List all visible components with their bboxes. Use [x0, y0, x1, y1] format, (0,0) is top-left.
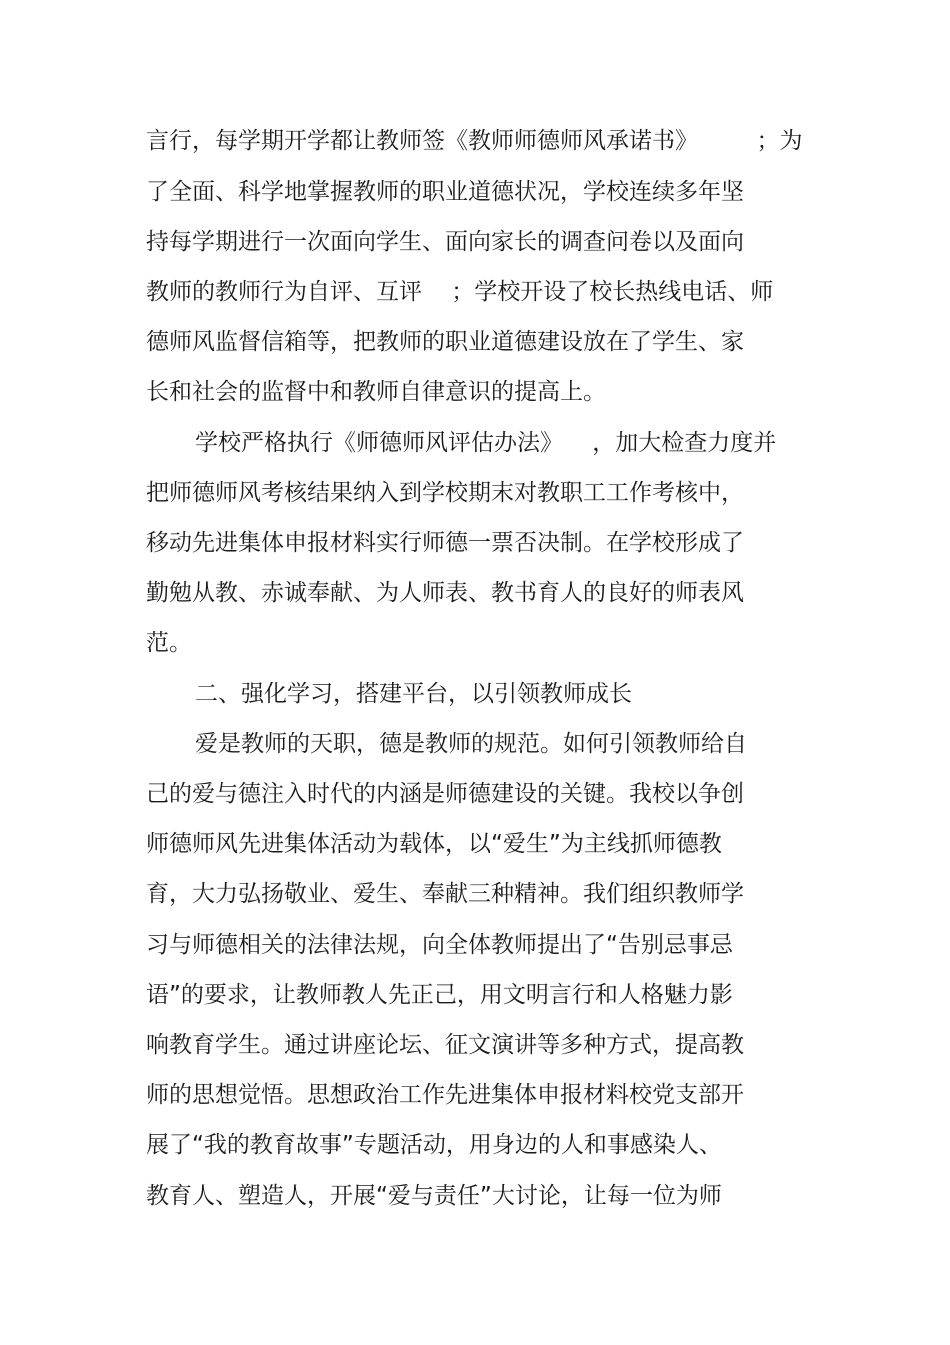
text-line: 持每学期进行一次面向学生、面向家长的调查问卷以及面向: [146, 229, 744, 255]
paragraph-first-line: 学校严格执行《师德师风评估办法》 ，加大检查力度并: [195, 430, 777, 456]
text-line: 语”的要求，让教师教人先正己，用文明言行和人格魅力影: [146, 982, 733, 1008]
text-line: 己的爱与德注入时代的内涵是师德建设的关键。我校以争创: [146, 781, 744, 807]
text-line: 言行，每学期开学都让教师签《教师师德师风承诺书》 ；为: [146, 128, 803, 154]
text-line: 师的思想觉悟。思想政治工作先进集体申报材料校党支部开: [146, 1082, 744, 1108]
text-line: 育，大力弘扬敬业、爱生、奉献三种精神。我们组织教师学: [146, 881, 744, 907]
text-line: 了全面、科学地掌握教师的职业道德状况，学校连续多年坚: [146, 179, 744, 205]
text-line: 教师的教师行为自评、互评 ；学校开设了校长热线电话、师: [146, 279, 774, 305]
text-line: 响教育学生。通过讲座论坛、征文演讲等多种方式，提高教: [146, 1032, 744, 1058]
text-line: 勤勉从教、赤诚奉献、为人师表、教书育人的良好的师表风: [146, 580, 744, 606]
text-line: 教育人、塑造人，开展“爱与责任”大讨论，让每一位为师: [146, 1183, 722, 1209]
text-line: 长和社会的监督中和教师自律意识的提高上。: [146, 379, 606, 405]
section-heading: 二、强化学习，搭建平台，以引领教师成长: [195, 681, 632, 707]
text-line: 师德师风先进集体活动为载体，以“爱生”为主线抓师德教: [146, 831, 722, 857]
text-line: 德师风监督信箱等，把教师的职业道德建设放在了学生、家: [146, 329, 744, 355]
text-line: 把师德师风考核结果纳入到学校期末对教职工工作考核中，: [146, 480, 744, 506]
text-line: 习与师德相关的法律法规，向全体教师提出了“告别忌事忌: [146, 932, 733, 958]
paragraph-first-line: 爱是教师的天职，德是教师的规范。如何引领教师给自: [195, 731, 747, 757]
text-line: 范。: [146, 630, 192, 656]
text-line: 展了“我的教育故事”专题活动，用身边的人和事感染人、: [146, 1132, 722, 1158]
text-line: 移动先进集体申报材料实行师德一票否决制。在学校形成了: [146, 530, 744, 556]
